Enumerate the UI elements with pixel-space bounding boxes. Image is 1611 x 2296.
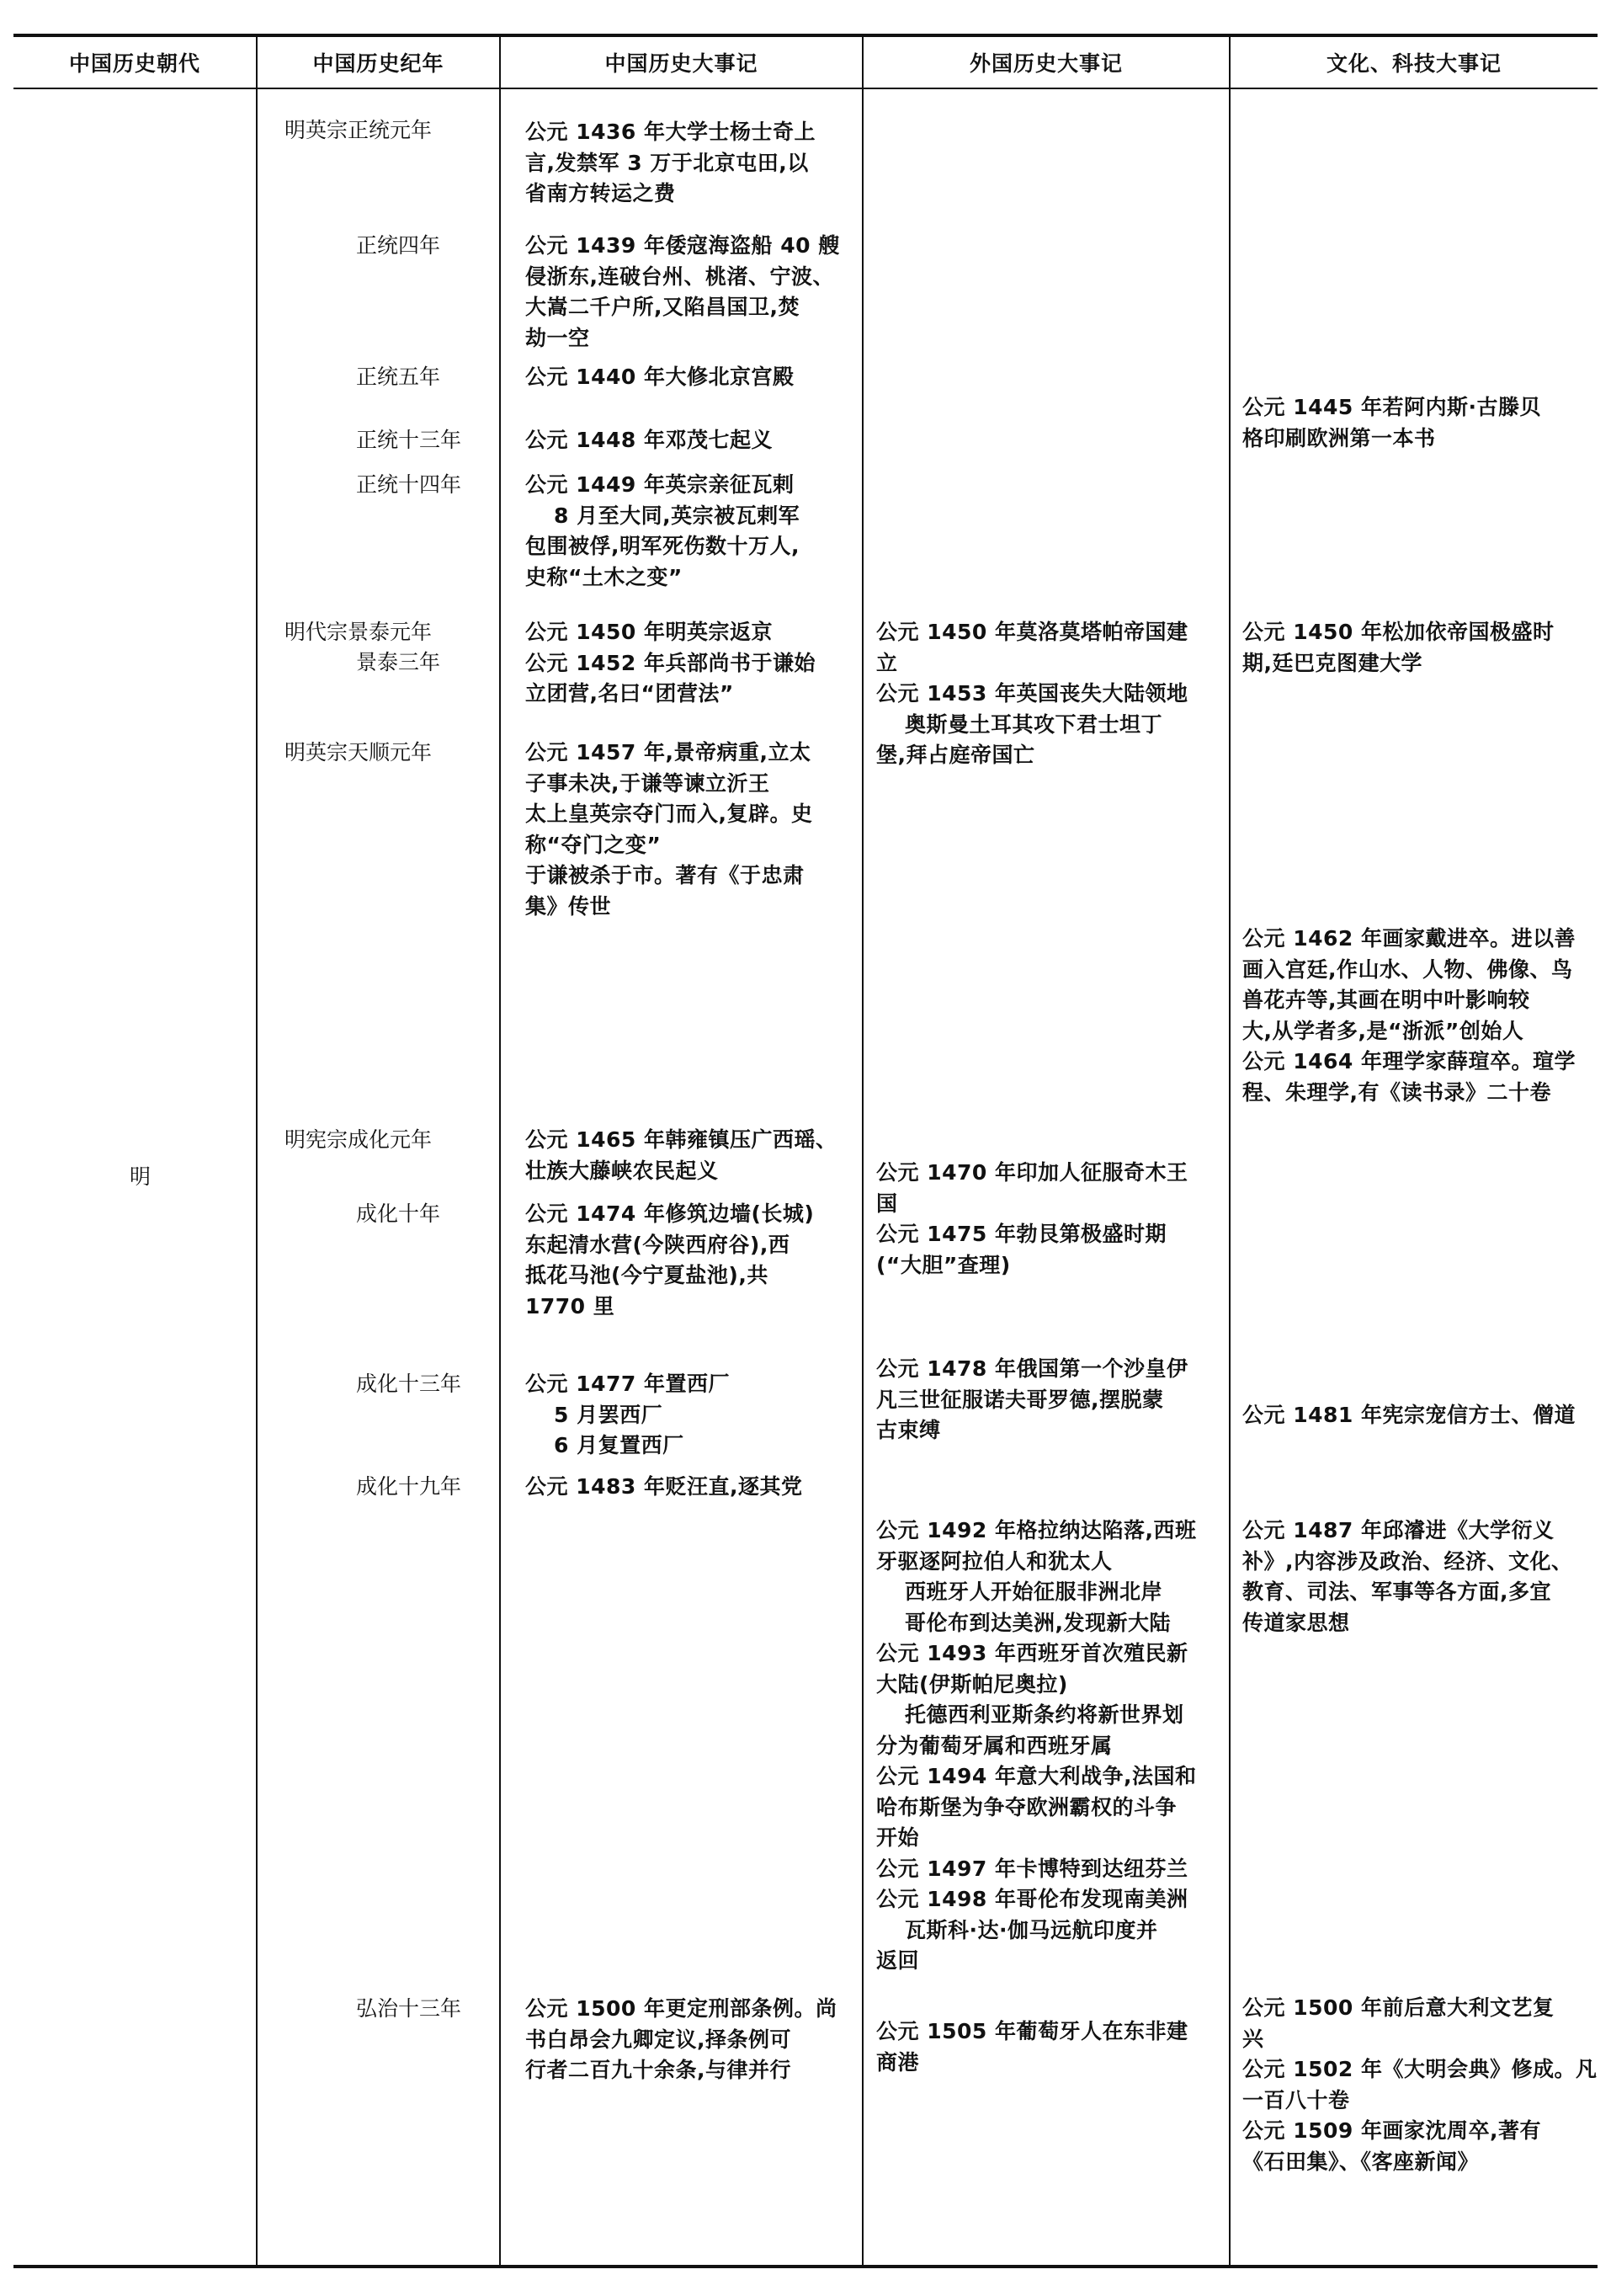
event-line: 公元 1436 年大学士杨士奇上: [525, 120, 816, 144]
event-line: 太上皇英宗夺门而入,复辟。史: [525, 802, 813, 826]
foreign-event: [876, 1158, 1188, 1281]
event-line: 省南方转运之费: [525, 181, 676, 205]
event-line: 格印刷欧洲第一本书: [1242, 425, 1436, 450]
event-line: 哥伦布到达美洲,发现新大陆: [905, 1610, 1171, 1635]
event-line: 兽花卉等,其画在明中叶影响较: [1242, 988, 1530, 1012]
event-line: 返回: [876, 1948, 920, 1973]
column-divider: [862, 34, 864, 2268]
event-line: 公元 1439 年倭寇海盗船 40 艘: [525, 233, 840, 258]
event-line: 书白昂会九卿定议,择条例可: [525, 2027, 791, 2052]
foreign-event: [876, 1354, 1188, 1446]
column-divider: [256, 34, 258, 2268]
event-line: 公元 1449 年英宗亲征瓦剌: [525, 472, 795, 497]
event-line: 公元 1500 年前后意大利文艺复: [1242, 1995, 1555, 2020]
event-line: 公元 1450 年松加依帝国极盛时: [1242, 620, 1555, 644]
reign-year: 正统十四年: [356, 472, 462, 497]
event-line: 称“夺门之变”: [525, 832, 662, 857]
event-line: 公元 1450 年莫洛莫塔帕帝国建: [876, 620, 1188, 644]
culture-event: [1242, 1400, 1576, 1431]
event-line: 古束缚: [876, 1418, 941, 1442]
culture-event: [1242, 924, 1576, 1108]
event-line: 公元 1464 年理学家薛瑄卒。瑄学: [1242, 1049, 1576, 1073]
event-line: 期,廷巴克图建大学: [1242, 650, 1422, 675]
header-foreign-events: 外国历史大事记: [969, 51, 1123, 76]
event-line: 公元 1487 年邱濬进《大学衍义: [1242, 1518, 1555, 1542]
event-line: 言,发禁军 3 万于北京屯田,以: [525, 150, 809, 175]
event-line: 公元 1477 年置西厂: [525, 1372, 730, 1396]
china-event: [525, 117, 816, 210]
event-line: 公元 1452 年兵部尚书于谦始: [525, 650, 816, 675]
event-line: 补》,内容涉及政治、经济、文化、: [1242, 1548, 1573, 1574]
event-line: 公元 1462 年画家戴进卒。进以善: [1242, 926, 1576, 951]
event-line: 牙驱逐阿拉伯人和犹太人: [876, 1548, 1113, 1574]
reign-year: 明代宗景泰元年: [284, 620, 433, 644]
event-line: 凡三世征服诺夫哥罗德,摆脱蒙: [876, 1387, 1164, 1412]
foreign-event: [876, 1516, 1197, 1977]
header-reign: 中国历史纪年: [312, 51, 444, 76]
event-line: 西班牙人开始征服非洲北岸: [905, 1579, 1163, 1604]
event-line: 画入宫廷,作山水、人物、佛像、鸟: [1242, 956, 1573, 982]
event-line: 公元 1502 年《大明会典》修成。凡: [1242, 2057, 1598, 2081]
event-line: 商港: [876, 2049, 920, 2075]
event-line: 侵浙东,连破台州、桃渚、宁波、: [525, 264, 834, 289]
event-line: 立团营,名曰“团营法”: [525, 681, 734, 706]
reign-year: 成化十三年: [356, 1372, 462, 1396]
event-line: 公元 1475 年勃艮第极盛时期: [876, 1222, 1167, 1246]
event-line: 教育、司法、军事等各方面,多宜: [1242, 1579, 1551, 1604]
event-line: 公元 1474 年修筑边墙(长城): [525, 1201, 815, 1226]
event-line: 8 月至大同,英宗被瓦剌军: [554, 503, 800, 528]
event-line: 公元 1470 年印加人征服奇木王: [876, 1160, 1188, 1185]
event-line: 公元 1505 年葡萄牙人在东非建: [876, 2019, 1188, 2043]
foreign-event: [876, 617, 1188, 771]
event-line: 公元 1457 年,景帝病重,立太: [525, 740, 811, 764]
reign-year: 景泰三年: [356, 650, 441, 674]
event-line: 公元 1483 年贬汪直,逐其党: [525, 1474, 803, 1499]
header-culture-events: 文化、科技大事记: [1326, 51, 1502, 76]
culture-event: [1242, 1516, 1573, 1638]
event-line: 《石田集》、《客座新闻》: [1242, 2149, 1480, 2174]
event-line: 于谦被杀于市。著有《于忠肃: [525, 863, 805, 887]
event-line: 行者二百九十余条,与律并行: [525, 2058, 791, 2082]
event-line: 大陆(伊斯帕尼奥拉): [876, 1671, 1068, 1697]
event-line: 集》传世: [525, 893, 612, 919]
reign-year: 正统五年: [356, 365, 441, 389]
event-line: 壮族大藤峡农民起义: [525, 1158, 719, 1183]
foreign-event: [876, 2016, 1188, 2078]
event-line: 公元 1478 年俄国第一个沙皇伊: [876, 1356, 1188, 1381]
reign-year: 正统四年: [356, 233, 441, 258]
event-line: 公元 1509 年画家沈周卒,著有: [1242, 2118, 1541, 2143]
event-line: 公元 1500 年更定刑部条例。尚: [525, 1996, 837, 2021]
event-line: 公元 1497 年卡博特到达纽芬兰: [876, 1856, 1188, 1881]
event-line: 公元 1498 年哥伦布发现南美洲: [876, 1887, 1188, 1911]
china-event: [525, 1994, 837, 2086]
header-dynasty: 中国历史朝代: [68, 51, 200, 76]
event-line: 国: [876, 1191, 898, 1216]
reign-year: 弘治十三年: [356, 1996, 462, 2021]
event-line: 史称“土木之变”: [525, 564, 683, 589]
event-line: 公元 1453 年英国丧失大陆领地: [876, 681, 1188, 706]
event-line: 公元 1448 年邓茂七起义: [525, 428, 773, 452]
column-divider: [499, 34, 501, 2268]
event-line: 兴: [1242, 2026, 1264, 2051]
event-line: 1770 里: [525, 1293, 615, 1318]
event-line: 5 月罢西厂: [554, 1402, 663, 1427]
header-china-events: 中国历史大事记: [604, 51, 758, 76]
event-line: 公元 1492 年格拉纳达陷落,西班: [876, 1518, 1197, 1542]
china-event: [525, 470, 800, 593]
reign-year: 明英宗天顺元年: [284, 740, 433, 764]
event-line: 立: [876, 650, 898, 675]
china-event: [525, 738, 813, 922]
culture-event: [1242, 392, 1541, 454]
china-event: [525, 362, 795, 393]
event-line: 堡,拜占庭帝国亡: [876, 743, 1035, 767]
event-line: 大,从学者多,是“浙派”创始人: [1242, 1018, 1524, 1043]
china-event: [525, 1199, 814, 1322]
header-rule: [13, 88, 1598, 89]
china-event: [525, 1369, 730, 1462]
event-line: 6 月复置西厂: [554, 1433, 684, 1457]
event-line: 劫一空: [525, 325, 590, 350]
culture-event: [1242, 1993, 1598, 2177]
event-line: 公元 1440 年大修北京宫殿: [525, 365, 795, 389]
chronology-table: [13, 0, 1598, 2296]
event-line: 一百八十卷: [1242, 2087, 1350, 2112]
event-line: 奥斯曼土耳其攻下君士坦丁: [905, 711, 1163, 737]
culture-event: [1242, 617, 1555, 679]
china-event: [525, 617, 816, 710]
event-line: 传道家思想: [1242, 1610, 1350, 1635]
event-line: 子事未决,于谦等谏立沂王: [525, 770, 770, 796]
event-line: 公元 1445 年若阿内斯·古滕贝: [1242, 395, 1541, 419]
reign-year: 成化十九年: [356, 1474, 462, 1499]
reign-year: 成化十年: [356, 1201, 441, 1226]
china-event: [525, 1472, 803, 1503]
table-bottom-rule: [13, 2265, 1598, 2268]
event-line: 公元 1481 年宪宗宠信方士、僧道: [1242, 1403, 1576, 1427]
column-divider: [1229, 34, 1231, 2268]
event-line: 程、朱理学,有《读书录》二十卷: [1242, 1079, 1551, 1105]
event-line: 东起清水营(今陕西府谷),西: [525, 1232, 790, 1257]
china-event: [525, 231, 840, 354]
event-line: 公元 1450 年明英宗返京: [525, 620, 773, 644]
event-line: 公元 1494 年意大利战争,法国和: [876, 1764, 1197, 1788]
event-line: 瓦斯科·达·伽马远航印度并: [905, 1917, 1158, 1942]
event-line: 大嵩二千户所,又陷昌国卫,焚: [525, 295, 800, 319]
event-line: (“大胆”查理): [876, 1252, 1011, 1277]
reign-year: 明宪宗成化元年: [284, 1127, 433, 1152]
event-line: 包围被俘,明军死伤数十万人,: [525, 534, 800, 558]
event-line: 开始: [876, 1825, 920, 1850]
event-line: 分为葡萄牙属和西班牙属: [876, 1733, 1113, 1758]
reign-year: 正统十三年: [356, 428, 462, 452]
event-line: 抵花马池(今宁夏盐池),共: [525, 1263, 768, 1287]
event-line: 哈布斯堡为争夺欧洲霸权的斗争: [876, 1794, 1178, 1819]
event-line: 公元 1493 年西班牙首次殖民新: [876, 1641, 1188, 1665]
china-event: [525, 425, 773, 456]
reign-year: 明英宗正统元年: [284, 118, 433, 142]
dynasty-name: 明: [130, 1164, 152, 1189]
event-line: 托德西利亚斯条约将新世界划: [905, 1702, 1184, 1727]
event-line: 公元 1465 年韩雍镇压广西瑶、: [525, 1127, 837, 1152]
china-event: [525, 1125, 837, 1186]
